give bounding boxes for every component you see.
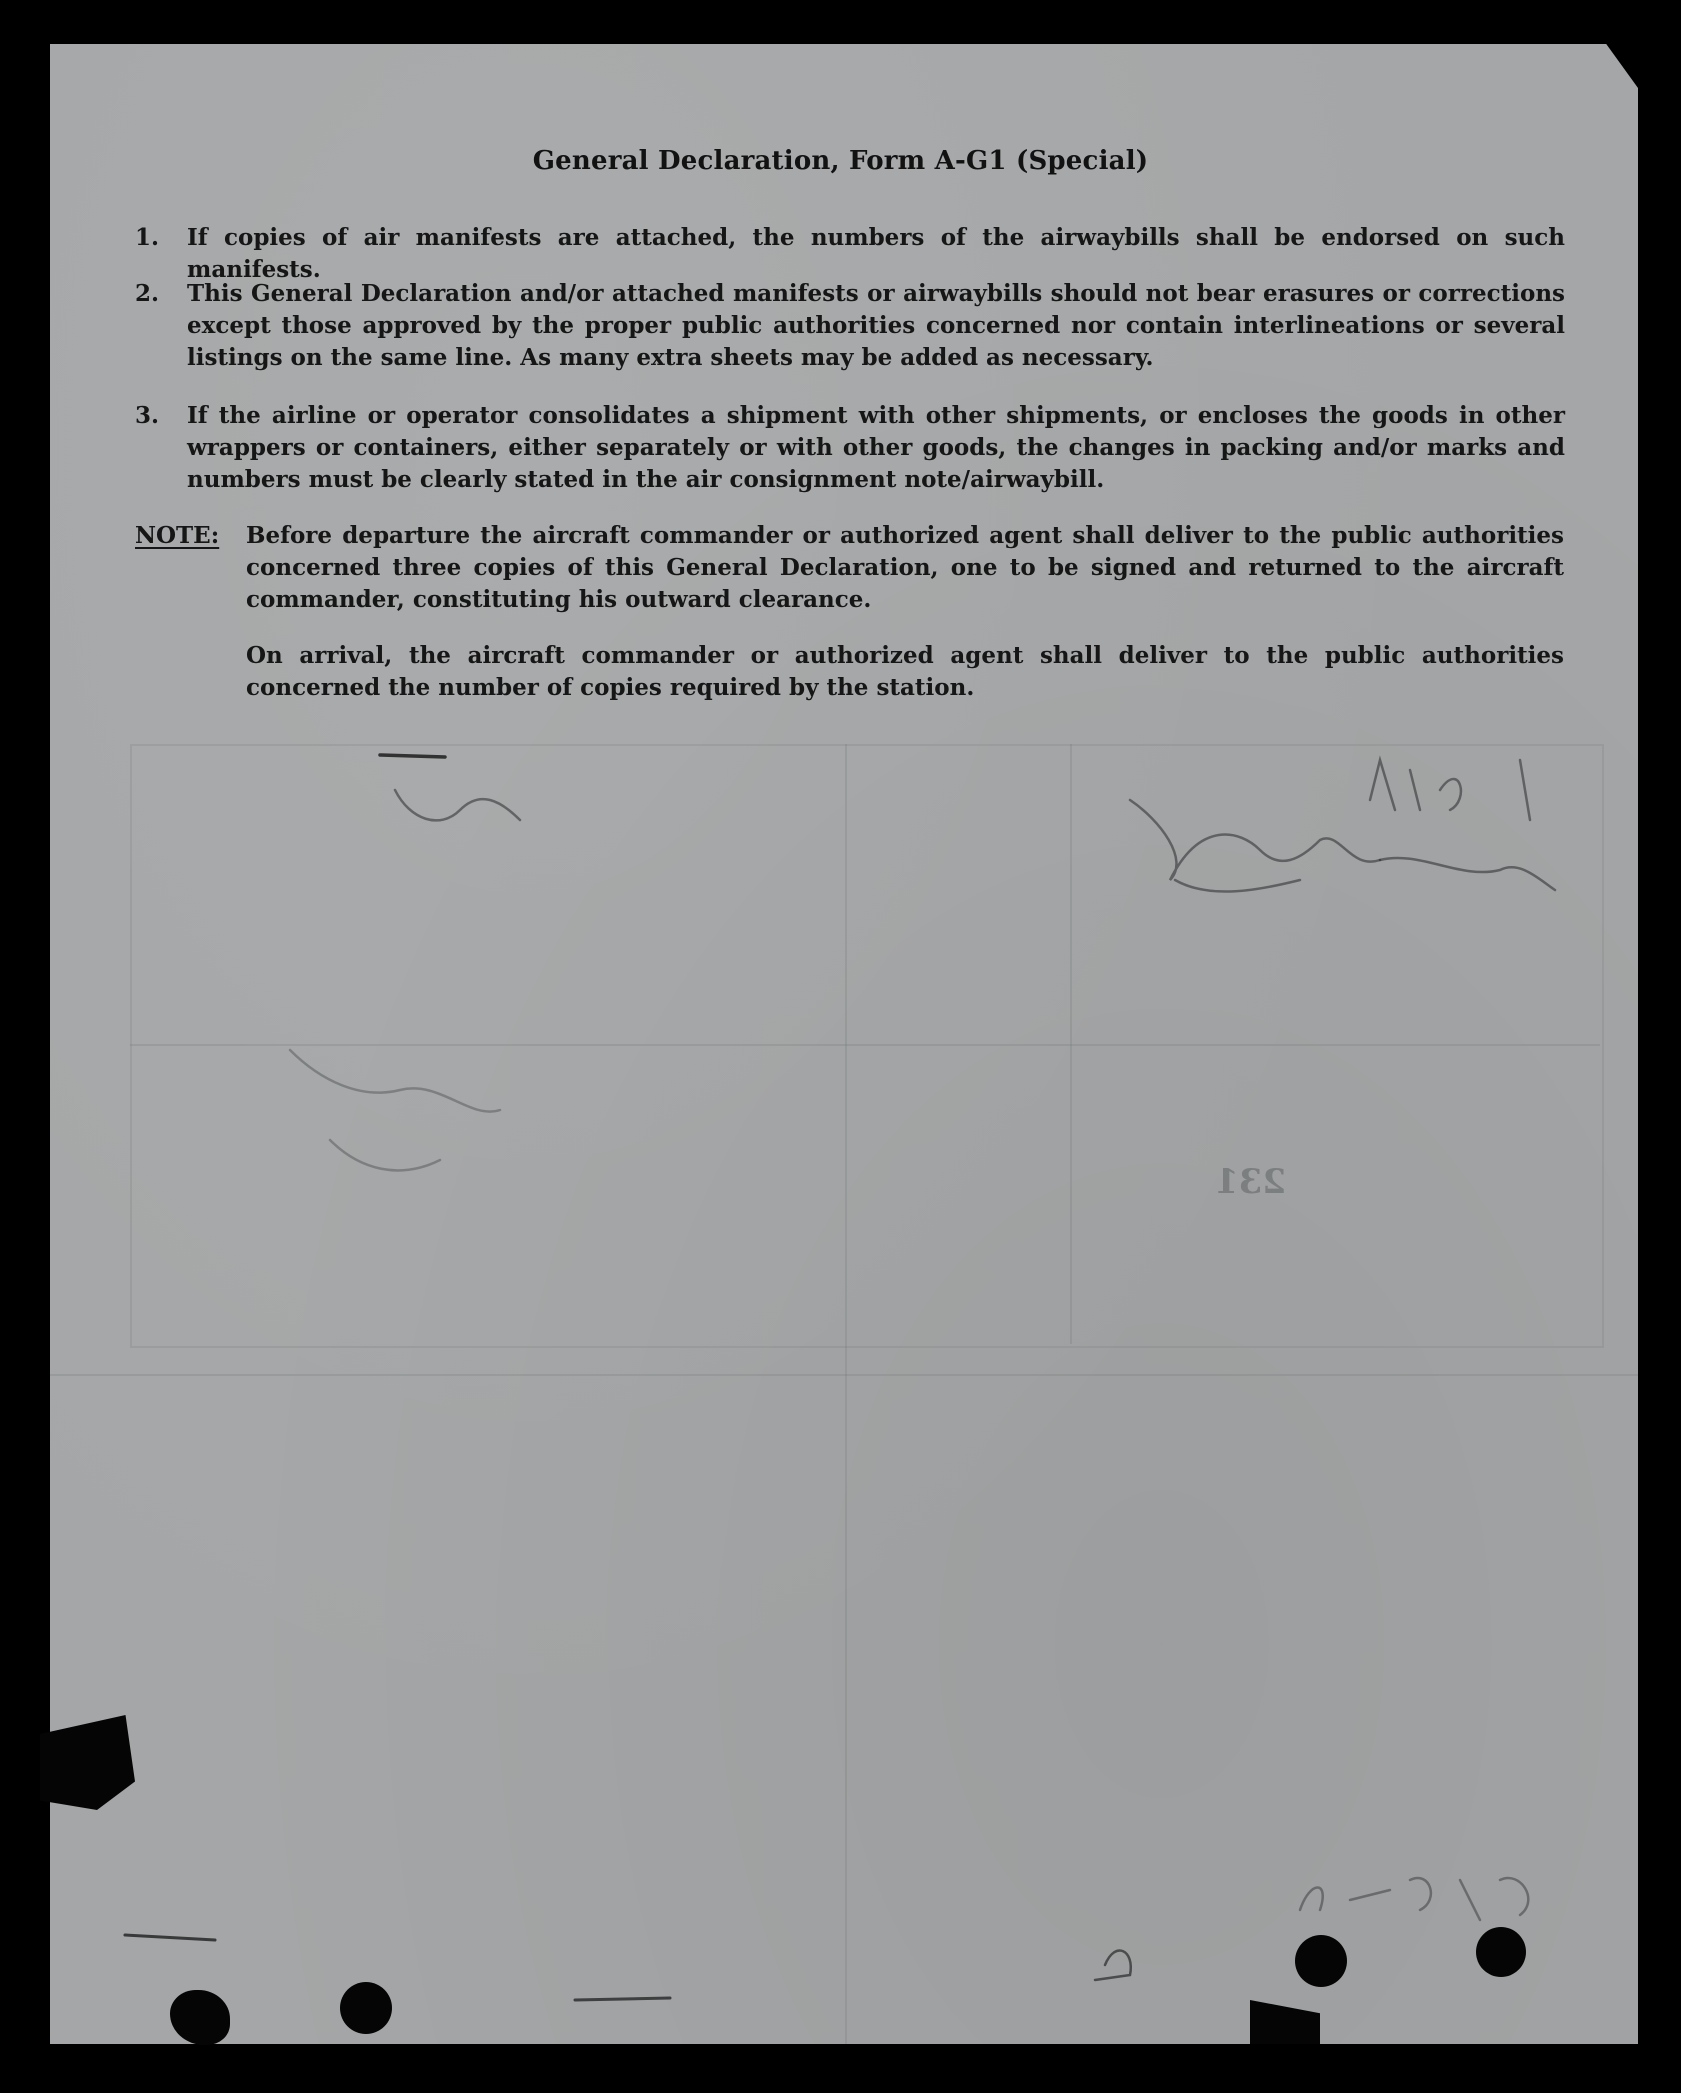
handwritten-scribble (330, 1140, 440, 1170)
punch-hole (1476, 1927, 1526, 1977)
bleed-through-stamp: 231 (1215, 1162, 1286, 1202)
signature-scrawl (1380, 858, 1555, 890)
item-text: If copies of air manifests are attached, the numbers of the airwaybills shall be endorsed on such manifests. (187, 224, 1565, 283)
handwritten-number (1300, 1878, 1528, 1920)
item-number: 2. (135, 280, 160, 307)
handwritten-mark (1095, 1951, 1131, 1980)
punch-hole (340, 1982, 392, 2034)
note-label: NOTE: (135, 522, 220, 549)
document-title: General Declaration, Form A-G1 (Special) (532, 146, 1149, 176)
signature-scrawl (1130, 800, 1380, 880)
item-text: If the airline or operator consolidates a shipment with other shipments, or encloses the goods in other wrappers or containers, either separately or with other goods, the changes in packing and/or marks and numbers must be clearly stated in the air consignment note/airwaybill. (187, 402, 1565, 493)
punch-hole (1295, 1935, 1347, 1987)
handwritten-mark (575, 1998, 670, 2000)
item-text: This General Declaration and/or attached manifests or airwaybills should not bear erasures or corrections except those approved by the proper public authorities concerned nor contain interlineations or several listings on the same line. As many extra sheets may be added as necessary. (187, 280, 1565, 371)
handwritten-scribble (380, 755, 445, 757)
item-number: 1. (135, 224, 160, 251)
handwritten-mark (125, 1935, 215, 1940)
handwritten-scribble (395, 790, 520, 820)
note-paragraph-2: On arrival, the aircraft commander or authorized agent shall deliver to the public authorities concerned the number of copies required by the station. (246, 642, 1564, 701)
note-paragraph-1: Before departure the aircraft commander or authorized agent shall deliver to the public authorities concerned three copies of this General Declaration, one to be signed and returned to the aircraft commander, constituting his outward clearance. (246, 522, 1564, 613)
handwritten-scribble (290, 1050, 500, 1112)
signature-scrawl (1370, 760, 1530, 820)
signature-scrawl (1175, 880, 1300, 892)
item-number: 3. (135, 402, 160, 429)
